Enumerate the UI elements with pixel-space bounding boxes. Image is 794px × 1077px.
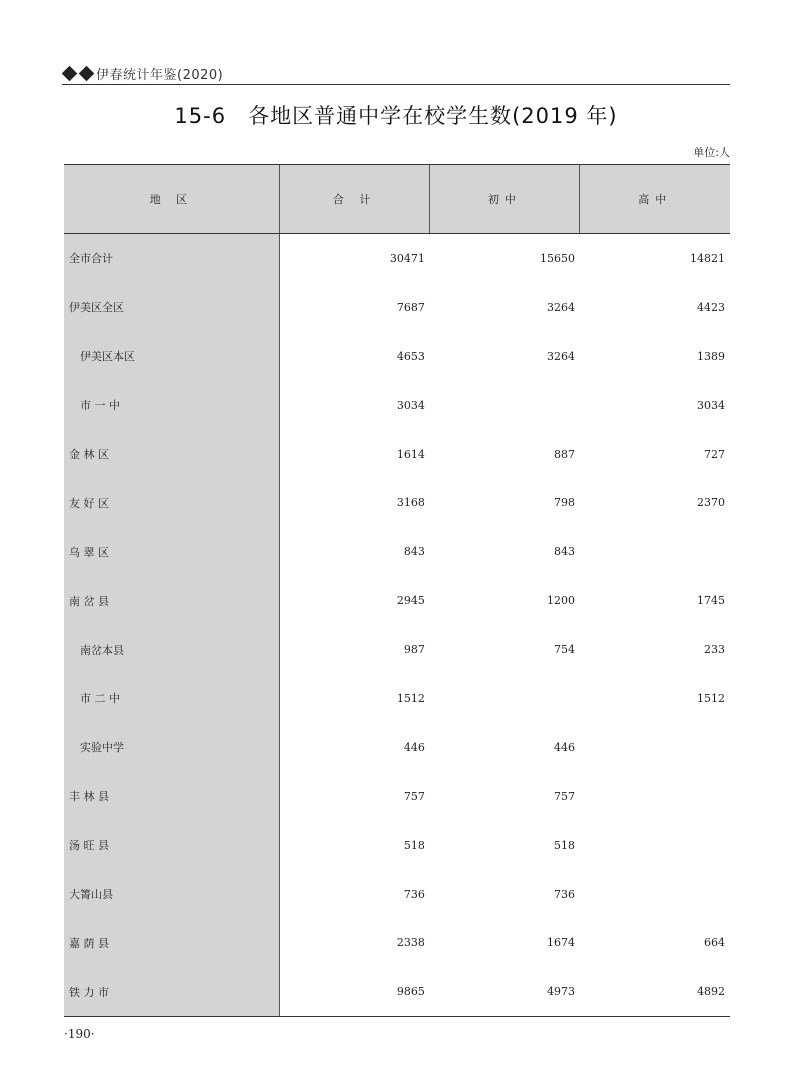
total-cell: 736 <box>403 887 425 901</box>
region-cell: 铁 力 市 <box>64 967 279 1016</box>
junior-cell <box>430 674 580 723</box>
table-row <box>64 527 730 576</box>
total-cell: 1614 <box>396 447 425 461</box>
table-row <box>64 967 730 1016</box>
region-cell: 大箐山县 <box>64 870 279 919</box>
table-row <box>64 234 730 283</box>
junior-cell: 3264 <box>546 300 575 314</box>
stats-table <box>64 164 730 1017</box>
diamond-icon <box>62 66 78 82</box>
total-cell: 9865 <box>279 967 430 1016</box>
table-row <box>64 381 730 430</box>
total-cell: 3034 <box>396 398 425 412</box>
region-cell: 南岔本县 <box>64 625 279 674</box>
total-cell: 7687 <box>396 300 425 314</box>
table-row <box>64 918 730 967</box>
junior-cell: 15650 <box>539 251 575 265</box>
table-row <box>64 430 730 479</box>
table-row <box>64 723 730 772</box>
junior-cell: 887 <box>553 447 575 461</box>
table-row <box>64 674 730 723</box>
region-cell: 伊美区本区 <box>64 332 279 381</box>
region-cell: 友 好 区 <box>64 478 279 527</box>
unit-label: 单位:人 <box>693 146 730 159</box>
table-body <box>64 234 730 1017</box>
region-cell: 市 二 中 <box>64 674 279 723</box>
region-cell: 汤 旺 县 <box>64 821 279 870</box>
region-cell: 金 林 区 <box>64 430 279 479</box>
region-cell: 伊美区全区 <box>64 283 279 332</box>
running-head <box>62 62 730 85</box>
table-row <box>64 332 730 381</box>
table-header-row <box>64 165 730 234</box>
total-cell: 4653 <box>396 349 425 363</box>
diamond-icon <box>79 66 95 82</box>
total-cell: 3168 <box>396 496 425 510</box>
region-cell: 市 一 中 <box>64 381 279 430</box>
table-row <box>64 625 730 674</box>
junior-cell: 736 <box>553 887 575 901</box>
junior-cell: 446 <box>553 740 575 754</box>
total-cell: 446 <box>403 740 425 754</box>
senior-cell <box>580 870 730 919</box>
total-cell: 30471 <box>389 251 425 265</box>
table-row <box>64 576 730 625</box>
total-cell: 987 <box>403 643 425 657</box>
region-cell: 嘉 荫 县 <box>64 918 279 967</box>
running-title: 伊春统计年鉴(2020) <box>96 68 224 83</box>
region-cell: 乌 翠 区 <box>64 527 279 576</box>
junior-cell: 518 <box>553 838 575 852</box>
senior-cell: 727 <box>704 447 725 461</box>
total-cell: 518 <box>403 838 425 852</box>
junior-cell: 798 <box>553 496 575 510</box>
senior-cell: 664 <box>704 936 725 950</box>
senior-cell: 1745 <box>697 594 725 608</box>
column-header-region: 地 区 <box>64 165 279 234</box>
senior-cell <box>580 772 730 821</box>
column-header-junior: 初中 <box>430 165 580 234</box>
senior-cell: 14821 <box>690 251 725 265</box>
junior-cell: 757 <box>553 789 575 803</box>
senior-cell: 1512 <box>697 691 725 705</box>
column-header-total: 合 计 <box>279 165 430 234</box>
junior-cell: 754 <box>553 643 575 657</box>
column-header-senior: 高中 <box>580 165 730 234</box>
diamond-bullets <box>62 66 94 81</box>
table-row <box>64 283 730 332</box>
senior-cell <box>580 527 730 576</box>
table-row <box>64 772 730 821</box>
junior-cell: 843 <box>553 545 575 559</box>
total-cell: 2338 <box>396 936 425 950</box>
total-cell: 757 <box>403 789 425 803</box>
junior-cell: 1200 <box>546 594 575 608</box>
senior-cell <box>580 723 730 772</box>
senior-cell: 4892 <box>580 967 730 1016</box>
region-cell: 实验中学 <box>64 723 279 772</box>
table-row <box>64 870 730 919</box>
junior-cell: 4973 <box>430 967 580 1016</box>
page-number: ·190· <box>64 1027 95 1041</box>
table-row <box>64 478 730 527</box>
senior-cell <box>580 821 730 870</box>
total-cell: 843 <box>403 545 425 559</box>
junior-cell: 1674 <box>546 936 575 950</box>
total-cell: 1512 <box>396 691 425 705</box>
total-cell: 2945 <box>396 594 425 608</box>
region-cell: 全市合计 <box>64 234 279 283</box>
region-cell: 丰 林 县 <box>64 772 279 821</box>
senior-cell: 4423 <box>697 300 725 314</box>
senior-cell: 3034 <box>697 398 725 412</box>
junior-cell <box>430 381 580 430</box>
senior-cell: 233 <box>704 643 725 657</box>
table-title: 15-6 各地区普通中学在校学生数(2019 年) <box>174 104 618 128</box>
table-row <box>64 821 730 870</box>
junior-cell: 3264 <box>546 349 575 363</box>
senior-cell: 1389 <box>697 349 725 363</box>
senior-cell: 2370 <box>697 496 725 510</box>
region-cell: 南 岔 县 <box>64 576 279 625</box>
